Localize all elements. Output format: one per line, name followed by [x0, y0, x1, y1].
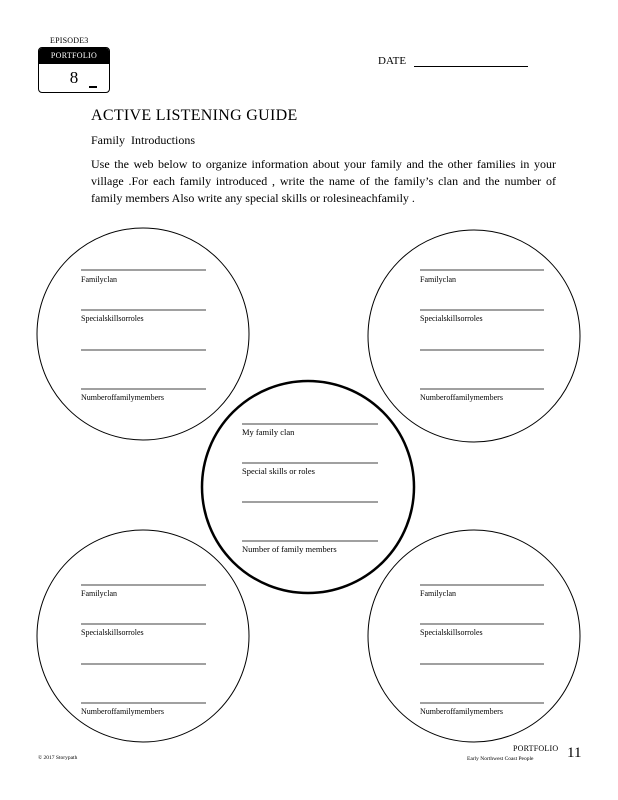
instructions-text: Use the web below to organize information about your family and the other families in your village .For each family introduced , write the name of the family’s clan and the number of family members Also write any special skills or rolesineachfamily .: [91, 157, 556, 205]
family-circle-top-right: [368, 230, 580, 442]
family-circle-center: [202, 381, 414, 593]
family-circle-bottom-left: [37, 530, 249, 742]
clan-label: Familyclan: [81, 275, 117, 284]
clan-label: Familyclan: [81, 589, 117, 598]
members-label: Number of family members: [242, 544, 337, 554]
skills-label: Specialskillsorroles: [81, 314, 144, 323]
members-label: Numberoffamilymembers: [81, 707, 164, 716]
page-title: ACTIVE LISTENING GUIDE: [91, 107, 298, 124]
footer-portfolio-label: PORTFOLIO: [513, 744, 559, 753]
clan-label: Familyclan: [420, 589, 456, 598]
portfolio-tab-label: PORTFOLIO: [39, 48, 109, 64]
skills-label: Specialskillsorroles: [81, 628, 144, 637]
skills-label: Specialskillsorroles: [420, 314, 483, 323]
skills-label: Special skills or roles: [242, 466, 315, 476]
date-label: DATE: [378, 55, 407, 67]
page-subtitle: Family Introductions: [91, 133, 195, 147]
copyright-text: © 2017 Storypath: [38, 755, 78, 761]
episode-label: EPISODE3: [50, 36, 89, 45]
skills-label: Specialskillsorroles: [420, 628, 483, 637]
clan-label: My family clan: [242, 427, 295, 437]
clan-label: Familyclan: [420, 275, 456, 284]
page-number: 11: [567, 745, 582, 761]
footer-unit-title: Early Northwest Coast People: [467, 756, 534, 762]
members-label: Numberoffamilymembers: [81, 393, 164, 402]
members-label: Numberoffamilymembers: [420, 393, 503, 402]
family-circle-bottom-right: [368, 530, 580, 742]
members-label: Numberoffamilymembers: [420, 707, 503, 716]
family-circle-top-left: [37, 228, 249, 440]
portfolio-number: 8: [69, 68, 79, 87]
